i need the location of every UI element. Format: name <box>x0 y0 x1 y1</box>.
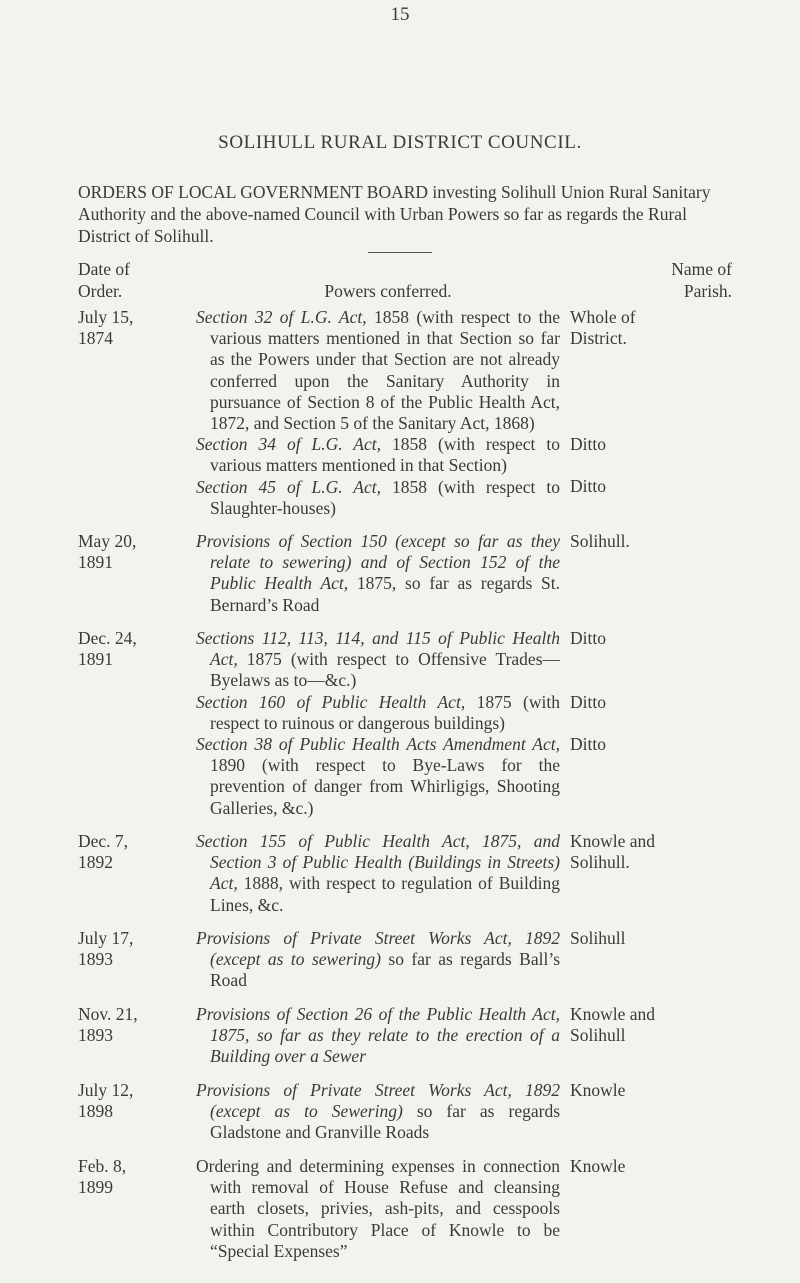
parish-entry: Solihull. <box>570 531 630 552</box>
order-parish <box>570 307 694 519</box>
row-gap <box>0 519 800 531</box>
parish-entry: Knowle and Solihull <box>570 1004 656 1046</box>
order-date-line2: 1898 <box>78 1101 113 1122</box>
order-row <box>0 831 800 916</box>
order-date-line1: Dec. 24, <box>78 628 137 649</box>
powers-entry <box>196 628 560 692</box>
order-date-line1: Feb. 8, <box>78 1156 127 1177</box>
order-row <box>0 531 800 616</box>
order-date-line1: Nov. 21, <box>78 1004 138 1025</box>
powers-entry-text: so far as regards Ball’s Road <box>210 949 561 991</box>
council-title: SOLIHULL RURAL DISTRICT COUNCIL. <box>218 132 582 153</box>
order-date <box>78 307 166 519</box>
order-date-line2: 1893 <box>78 949 113 970</box>
powers-entry-italic: Section 45 of L.G. Act, <box>196 476 382 497</box>
powers-entry <box>196 928 560 992</box>
header-powers: Powers conferred. <box>324 281 452 301</box>
order-date-line1: July 12, <box>78 1080 134 1101</box>
powers-entry-text: 1875 (with respect to Offensive Trades—Byelaws as to—&c.) <box>210 649 560 691</box>
parish-entry: Solihull <box>570 928 626 949</box>
order-powers <box>196 628 560 819</box>
row-gap <box>0 819 800 831</box>
order-powers <box>196 1156 560 1262</box>
order-parish <box>570 1080 694 1144</box>
orders-table <box>0 307 800 1262</box>
intro-paragraph: ORDERS OF LOCAL GOVERNMENT BOARD investing Solihull Union Rural Sanitary Authority and the above-named Council with Urban Powers so far as regards the Rural District of Solihull. <box>78 182 711 246</box>
header-parish-line2: Parish. <box>683 281 732 301</box>
powers-entry <box>196 734 560 819</box>
order-row <box>0 307 800 519</box>
order-powers <box>196 1080 560 1144</box>
powers-entry <box>196 477 560 519</box>
order-date <box>78 531 166 616</box>
parish-entry: Whole of District. <box>570 307 636 349</box>
powers-entry <box>196 1080 560 1144</box>
page-number: 15 <box>390 4 410 25</box>
header-parish <box>614 258 732 302</box>
powers-entry <box>196 434 560 476</box>
powers-entry <box>196 1004 560 1068</box>
order-powers <box>196 531 560 616</box>
order-date-line2: 1899 <box>78 1177 113 1198</box>
parish-entry: Knowle and Solihull. <box>570 831 656 873</box>
order-row <box>0 628 800 819</box>
powers-entry <box>196 531 560 616</box>
order-date-line2: 1891 <box>78 649 113 670</box>
order-date <box>78 1080 166 1144</box>
order-parish <box>570 831 694 916</box>
row-gap <box>0 1068 800 1080</box>
powers-entry-text: so far as regards Gladstone and Granville Roads <box>210 1101 561 1143</box>
powers-entry-text: 1890 (with respect to Bye-Laws for the prevention of danger from Whirligigs, Shooting Galleries, &c.) <box>210 755 560 818</box>
order-row <box>0 1080 800 1144</box>
powers-entry <box>196 307 560 434</box>
order-date-line2: 1874 <box>78 328 113 349</box>
powers-entry <box>196 692 560 734</box>
row-gap <box>0 616 800 628</box>
parish-entry: Knowle <box>570 1080 626 1101</box>
powers-entry-text: 1858 (with respect to various matters mentioned in that Section) <box>210 434 561 476</box>
order-powers <box>196 307 560 519</box>
powers-entry-italic: Section 34 of L.G. Act, <box>196 434 382 455</box>
parish-entry: Ditto <box>570 434 606 454</box>
order-date-line2: 1893 <box>78 1025 113 1046</box>
powers-entry-italic: Section 32 of L.G. Act, <box>196 307 367 327</box>
parish-entry: Ditto <box>570 628 606 649</box>
order-date-line1: July 15, <box>78 307 134 327</box>
order-date <box>78 831 166 916</box>
powers-entry-text: 1858 (with respect to the various matters mentioned in that Section so far as the Powers under that Section are not already conferred upon the Sanitary Authority in pursuance of Section 8 of the Public Health Act, 1872, and Section 5 of the Sanitary Act, 1868) <box>210 307 561 434</box>
order-parish <box>570 1004 694 1068</box>
order-date-line2: 1892 <box>78 852 113 873</box>
header-date-line1: Date of <box>78 259 130 279</box>
row-gap <box>0 916 800 928</box>
row-gap <box>0 992 800 1004</box>
parish-entry: Ditto <box>570 734 606 755</box>
powers-entry-italic: Provisions of Section 26 of the Public Health Act, 1875, so far as they relate to the erection of a Building over a Sewer <box>196 1004 560 1067</box>
parish-entry: Ditto <box>570 476 606 496</box>
order-row <box>0 1004 800 1068</box>
powers-entry-italic: Sections 112, 113, 114, and 115 of Public Health Act, <box>196 628 560 670</box>
powers-entry <box>196 1156 560 1262</box>
powers-entry-text: 1858 (with respect to Slaughter-houses) <box>210 476 561 518</box>
order-date <box>78 1004 166 1068</box>
powers-entry-italic: Provisions of Private Street Works Act, 1892 (except as to sewering) <box>196 928 560 970</box>
powers-entry-italic: Section 155 of Public Health Act, 1875, and Section 3 of Public Health (Buildings in Streets) Act, <box>196 831 560 894</box>
order-parish <box>570 628 694 819</box>
order-date-line1: May 20, <box>78 531 137 552</box>
powers-entry-text: 1888, with respect to regulation of Building Lines, &c. <box>210 873 560 915</box>
powers-entry-italic: Provisions of Section 150 (except so far as they relate to sewering) and of Section 152 of the Public Health Act, <box>196 531 560 594</box>
powers-entry-italic: Provisions of Private Street Works Act, 1892 (except as to Sewering) <box>196 1080 560 1122</box>
powers-entry-italic: Section 160 of Public Health Act, <box>196 691 466 712</box>
order-row <box>0 1156 800 1262</box>
order-parish <box>570 531 694 616</box>
order-powers <box>196 928 560 992</box>
order-date-line1: July 17, <box>78 928 134 949</box>
order-powers <box>196 831 560 916</box>
parish-entry: Knowle <box>570 1156 626 1177</box>
order-parish <box>570 928 694 992</box>
order-date-line2: 1891 <box>78 552 113 573</box>
header-date <box>78 258 168 302</box>
header-parish-line1: Name of <box>671 259 732 279</box>
powers-entry-text: 1875, so far as regards St. Bernard’s Road <box>210 573 560 615</box>
order-date <box>78 1156 166 1262</box>
order-row <box>0 928 800 992</box>
divider-rule <box>368 252 432 253</box>
order-powers <box>196 1004 560 1068</box>
powers-entry <box>196 831 560 916</box>
order-date <box>78 928 166 992</box>
powers-entry-italic: Section 38 of Public Health Acts Amendment Act, <box>196 734 560 755</box>
powers-entry-text: 1875 (with respect to ruinous or dangerous buildings) <box>210 691 560 733</box>
powers-entry-text: Ordering and determining expenses in connection with removal of House Refuse and cleansing earth closets, privies, ash-pits, and cesspools within Contributory Place of Knowle to be “Special Expenses” <box>196 1156 560 1261</box>
parish-entry: Ditto <box>570 692 606 713</box>
order-date <box>78 628 166 819</box>
row-gap <box>0 1144 800 1156</box>
header-date-line2: Order. <box>78 281 123 301</box>
order-date-line1: Dec. 7, <box>78 831 129 852</box>
order-parish <box>570 1156 694 1262</box>
